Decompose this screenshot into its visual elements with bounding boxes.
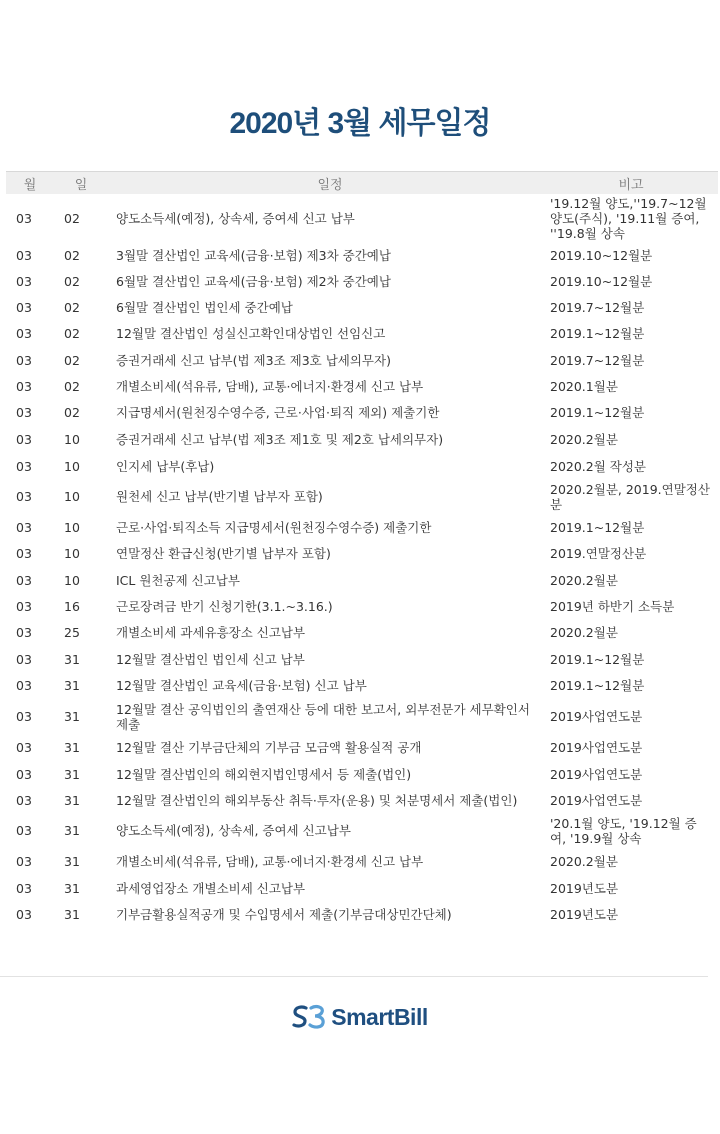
cell-schedule: 과세영업장소 개별소비세 신고납부 xyxy=(116,880,306,896)
cell-day: 02 xyxy=(64,210,80,226)
cell-day: 31 xyxy=(64,709,80,724)
cell-schedule: 12월말 결산법인의 해외부동산 취득·투자(운용) 및 처분명세서 제출(법인) xyxy=(116,792,518,808)
cell-month: 03 xyxy=(16,326,32,341)
table-body xyxy=(6,194,718,928)
cell-note: 2019년 하반기 소득분 xyxy=(550,598,675,614)
cell-schedule: 6월말 결산법인 법인세 중간예납 xyxy=(116,299,293,315)
table-row xyxy=(6,426,718,453)
cell-month: 03 xyxy=(16,273,32,289)
cell-note: 2019년도분 xyxy=(550,880,619,896)
cell-note: 2020.2월분 xyxy=(550,432,618,447)
cell-day: 02 xyxy=(64,273,80,289)
cell-schedule: 인지세 납부(후납) xyxy=(116,458,215,474)
cell-note: 2019.7~12월분 xyxy=(550,299,645,315)
smartbill-logo xyxy=(0,1003,720,1031)
table-row xyxy=(6,453,718,479)
cell-note: 2019.1~12월분 xyxy=(550,678,645,693)
cell-note: 2020.1월분 xyxy=(550,378,618,394)
table-row xyxy=(6,848,718,875)
cell-schedule: 근로장려금 반기 신청기한(3.1.~3.16.) xyxy=(116,598,333,614)
cell-month: 03 xyxy=(16,854,32,869)
cell-note: 2019.10~12월분 xyxy=(550,247,653,263)
cell-note: 2019년도분 xyxy=(550,907,619,922)
cell-month: 03 xyxy=(16,210,32,226)
cell-day: 31 xyxy=(64,766,80,782)
bottom-divider xyxy=(0,976,708,977)
cell-month: 03 xyxy=(16,405,32,420)
table-row xyxy=(6,320,718,347)
cell-schedule: 12월말 결산 기부금단체의 기부금 모금액 활용실적 공개 xyxy=(116,740,422,755)
cell-day: 02 xyxy=(64,326,80,341)
cell-day: 10 xyxy=(64,546,80,561)
cell-note: '20.1월 양도, '19.12월 증여, '19.9월 상속 xyxy=(550,815,697,846)
table-row xyxy=(6,479,718,514)
cell-day: 02 xyxy=(64,299,80,315)
cell-day: 31 xyxy=(64,740,80,755)
table-row xyxy=(6,761,718,787)
cell-day: 10 xyxy=(64,519,80,535)
table-row xyxy=(6,619,718,646)
table-row xyxy=(6,787,718,813)
cell-schedule: ICL 원천공제 신고납부 xyxy=(116,572,240,588)
cell-note: 2019.7~12월분 xyxy=(550,352,645,368)
cell-month: 03 xyxy=(16,651,32,667)
cell-month: 03 xyxy=(16,489,32,504)
cell-schedule: 12월말 결산법인의 해외현지법인명세서 등 제출(법인) xyxy=(116,766,412,782)
cell-day: 16 xyxy=(64,598,80,614)
cell-schedule: 6월말 결산법인 교육세(금융·보험) 제2차 중간예납 xyxy=(116,273,391,289)
cell-month: 03 xyxy=(16,598,32,614)
cell-note: 2020.2월분 xyxy=(550,625,618,640)
cell-note: 2019사업연도분 xyxy=(550,766,643,782)
cell-day: 02 xyxy=(64,378,80,394)
table-row xyxy=(6,399,718,426)
schedule-table xyxy=(6,171,718,928)
cell-month: 03 xyxy=(16,880,32,896)
cell-note: 2019.1~12월분 xyxy=(550,651,645,667)
cell-schedule: 12월말 결산 공익법인의 출연재산 등에 대한 보고서, 외부전문가 세무확인서 제출 xyxy=(116,701,530,732)
cell-day: 25 xyxy=(64,625,80,640)
cell-month: 03 xyxy=(16,299,32,315)
header-month: 월 xyxy=(23,177,37,193)
cell-month: 03 xyxy=(16,625,32,640)
cell-month: 03 xyxy=(16,352,32,368)
cell-note: 2020.2월 작성분 xyxy=(550,458,647,474)
cell-day: 02 xyxy=(64,405,80,420)
cell-schedule: 12월말 결산법인 교육세(금융·보험) 신고 납부 xyxy=(116,678,367,693)
header-schedule: 일정 xyxy=(317,177,343,193)
cell-day: 02 xyxy=(64,352,80,368)
cell-schedule: 양도소득세(예정), 상속세, 증여세 신고 납부 xyxy=(116,210,355,226)
cell-schedule: 12월말 결산법인 법인세 신고 납부 xyxy=(116,651,305,667)
cell-schedule: 12월말 결산법인 성실신고확인대상법인 선임신고 xyxy=(116,326,386,341)
cell-schedule: 근로·사업·퇴직소득 지급명세서(원천징수영수증) 제출기한 xyxy=(116,519,432,535)
cell-schedule: 증권거래세 신고 납부(법 제3조 제3호 납세의무자) xyxy=(116,352,391,368)
cell-note: 2019.1~12월분 xyxy=(550,519,645,535)
cell-note: 2019.10~12월분 xyxy=(550,273,653,289)
header-note: 비고 xyxy=(618,177,644,193)
cell-note: 2019사업연도분 xyxy=(550,740,643,755)
table-row xyxy=(6,242,718,268)
header-day: 일 xyxy=(74,177,88,193)
cell-day: 31 xyxy=(64,854,80,869)
cell-day: 10 xyxy=(64,489,80,504)
table-row xyxy=(6,373,718,399)
cell-day: 31 xyxy=(64,678,80,693)
cell-schedule: 지급명세서(원천징수영수증, 근로·사업·퇴직 제외) 제출기한 xyxy=(116,405,440,420)
table-row xyxy=(6,593,718,619)
cell-month: 03 xyxy=(16,740,32,755)
table-row xyxy=(6,646,718,672)
smartbill-logo-text: SmartBill xyxy=(331,1003,428,1030)
cell-day: 10 xyxy=(64,432,80,447)
cell-month: 03 xyxy=(16,432,32,447)
cell-month: 03 xyxy=(16,792,32,808)
cell-month: 03 xyxy=(16,572,32,588)
cell-schedule: 연말정산 환급신청(반기별 납부자 포함) xyxy=(116,546,331,561)
cell-month: 03 xyxy=(16,546,32,561)
cell-schedule: 원천세 신고 납부(반기별 납부자 포함) xyxy=(116,489,323,504)
cell-month: 03 xyxy=(16,247,32,263)
cell-month: 03 xyxy=(16,823,32,838)
cell-day: 10 xyxy=(64,458,80,474)
cell-month: 03 xyxy=(16,907,32,922)
smartbill-logo-mark-icon xyxy=(292,1003,328,1031)
cell-day: 31 xyxy=(64,880,80,896)
cell-note: 2020.2월분 xyxy=(550,854,618,869)
cell-schedule: 기부금활용실적공개 및 수입명세서 제출(기부금대상민간단체) xyxy=(116,907,452,922)
cell-month: 03 xyxy=(16,766,32,782)
cell-note: '19.12월 양도,''19.7~12월 양도(주식), '19.11월 증여, ''19.8월 상속 xyxy=(550,195,707,241)
cell-schedule: 증권거래세 신고 납부(법 제3조 제1호 및 제2호 납세의무자) xyxy=(116,432,444,447)
table-row xyxy=(6,514,718,540)
cell-day: 02 xyxy=(64,247,80,263)
table-row xyxy=(6,875,718,901)
cell-month: 03 xyxy=(16,678,32,693)
cell-note: 2019.연말정산분 xyxy=(550,546,647,561)
cell-day: 10 xyxy=(64,572,80,588)
cell-schedule: 양도소득세(예정), 상속세, 증여세 신고납부 xyxy=(116,823,351,838)
cell-month: 03 xyxy=(16,519,32,535)
cell-schedule: 3월말 결산법인 교육세(금융·보험) 제3차 중간예납 xyxy=(116,247,391,263)
cell-day: 31 xyxy=(64,651,80,667)
table-row xyxy=(6,699,718,734)
table-row xyxy=(6,901,718,928)
cell-note: 2020.2월분, 2019.연말정산분 xyxy=(550,481,710,512)
cell-note: 2019사업연도분 xyxy=(550,792,643,808)
cell-schedule: 개별소비세 과세유흥장소 신고납부 xyxy=(116,625,306,640)
table-row xyxy=(6,734,718,761)
cell-note: 2020.2월분 xyxy=(550,572,618,588)
table-row xyxy=(6,268,718,294)
page-title: 2020년 3월 세무일정 xyxy=(229,107,491,140)
cell-note: 2019사업연도분 xyxy=(550,709,643,724)
cell-day: 31 xyxy=(64,823,80,838)
cell-day: 31 xyxy=(64,792,80,808)
cell-month: 03 xyxy=(16,378,32,394)
table-row xyxy=(6,194,718,242)
cell-schedule: 개별소비세(석유류, 담배), 교통·에너지·환경세 신고 납부 xyxy=(116,378,424,394)
table-row xyxy=(6,813,718,848)
table-row xyxy=(6,347,718,373)
table-row xyxy=(6,294,718,320)
cell-schedule: 개별소비세(석유류, 담배), 교통·에너지·환경세 신고 납부 xyxy=(116,854,424,869)
table-row xyxy=(6,567,718,593)
cell-month: 03 xyxy=(16,709,32,724)
cell-day: 31 xyxy=(64,907,80,922)
cell-month: 03 xyxy=(16,458,32,474)
table-row xyxy=(6,672,718,699)
cell-note: 2019.1~12월분 xyxy=(550,326,645,341)
table-row xyxy=(6,540,718,567)
table-header xyxy=(6,171,718,194)
cell-note: 2019.1~12월분 xyxy=(550,405,645,420)
